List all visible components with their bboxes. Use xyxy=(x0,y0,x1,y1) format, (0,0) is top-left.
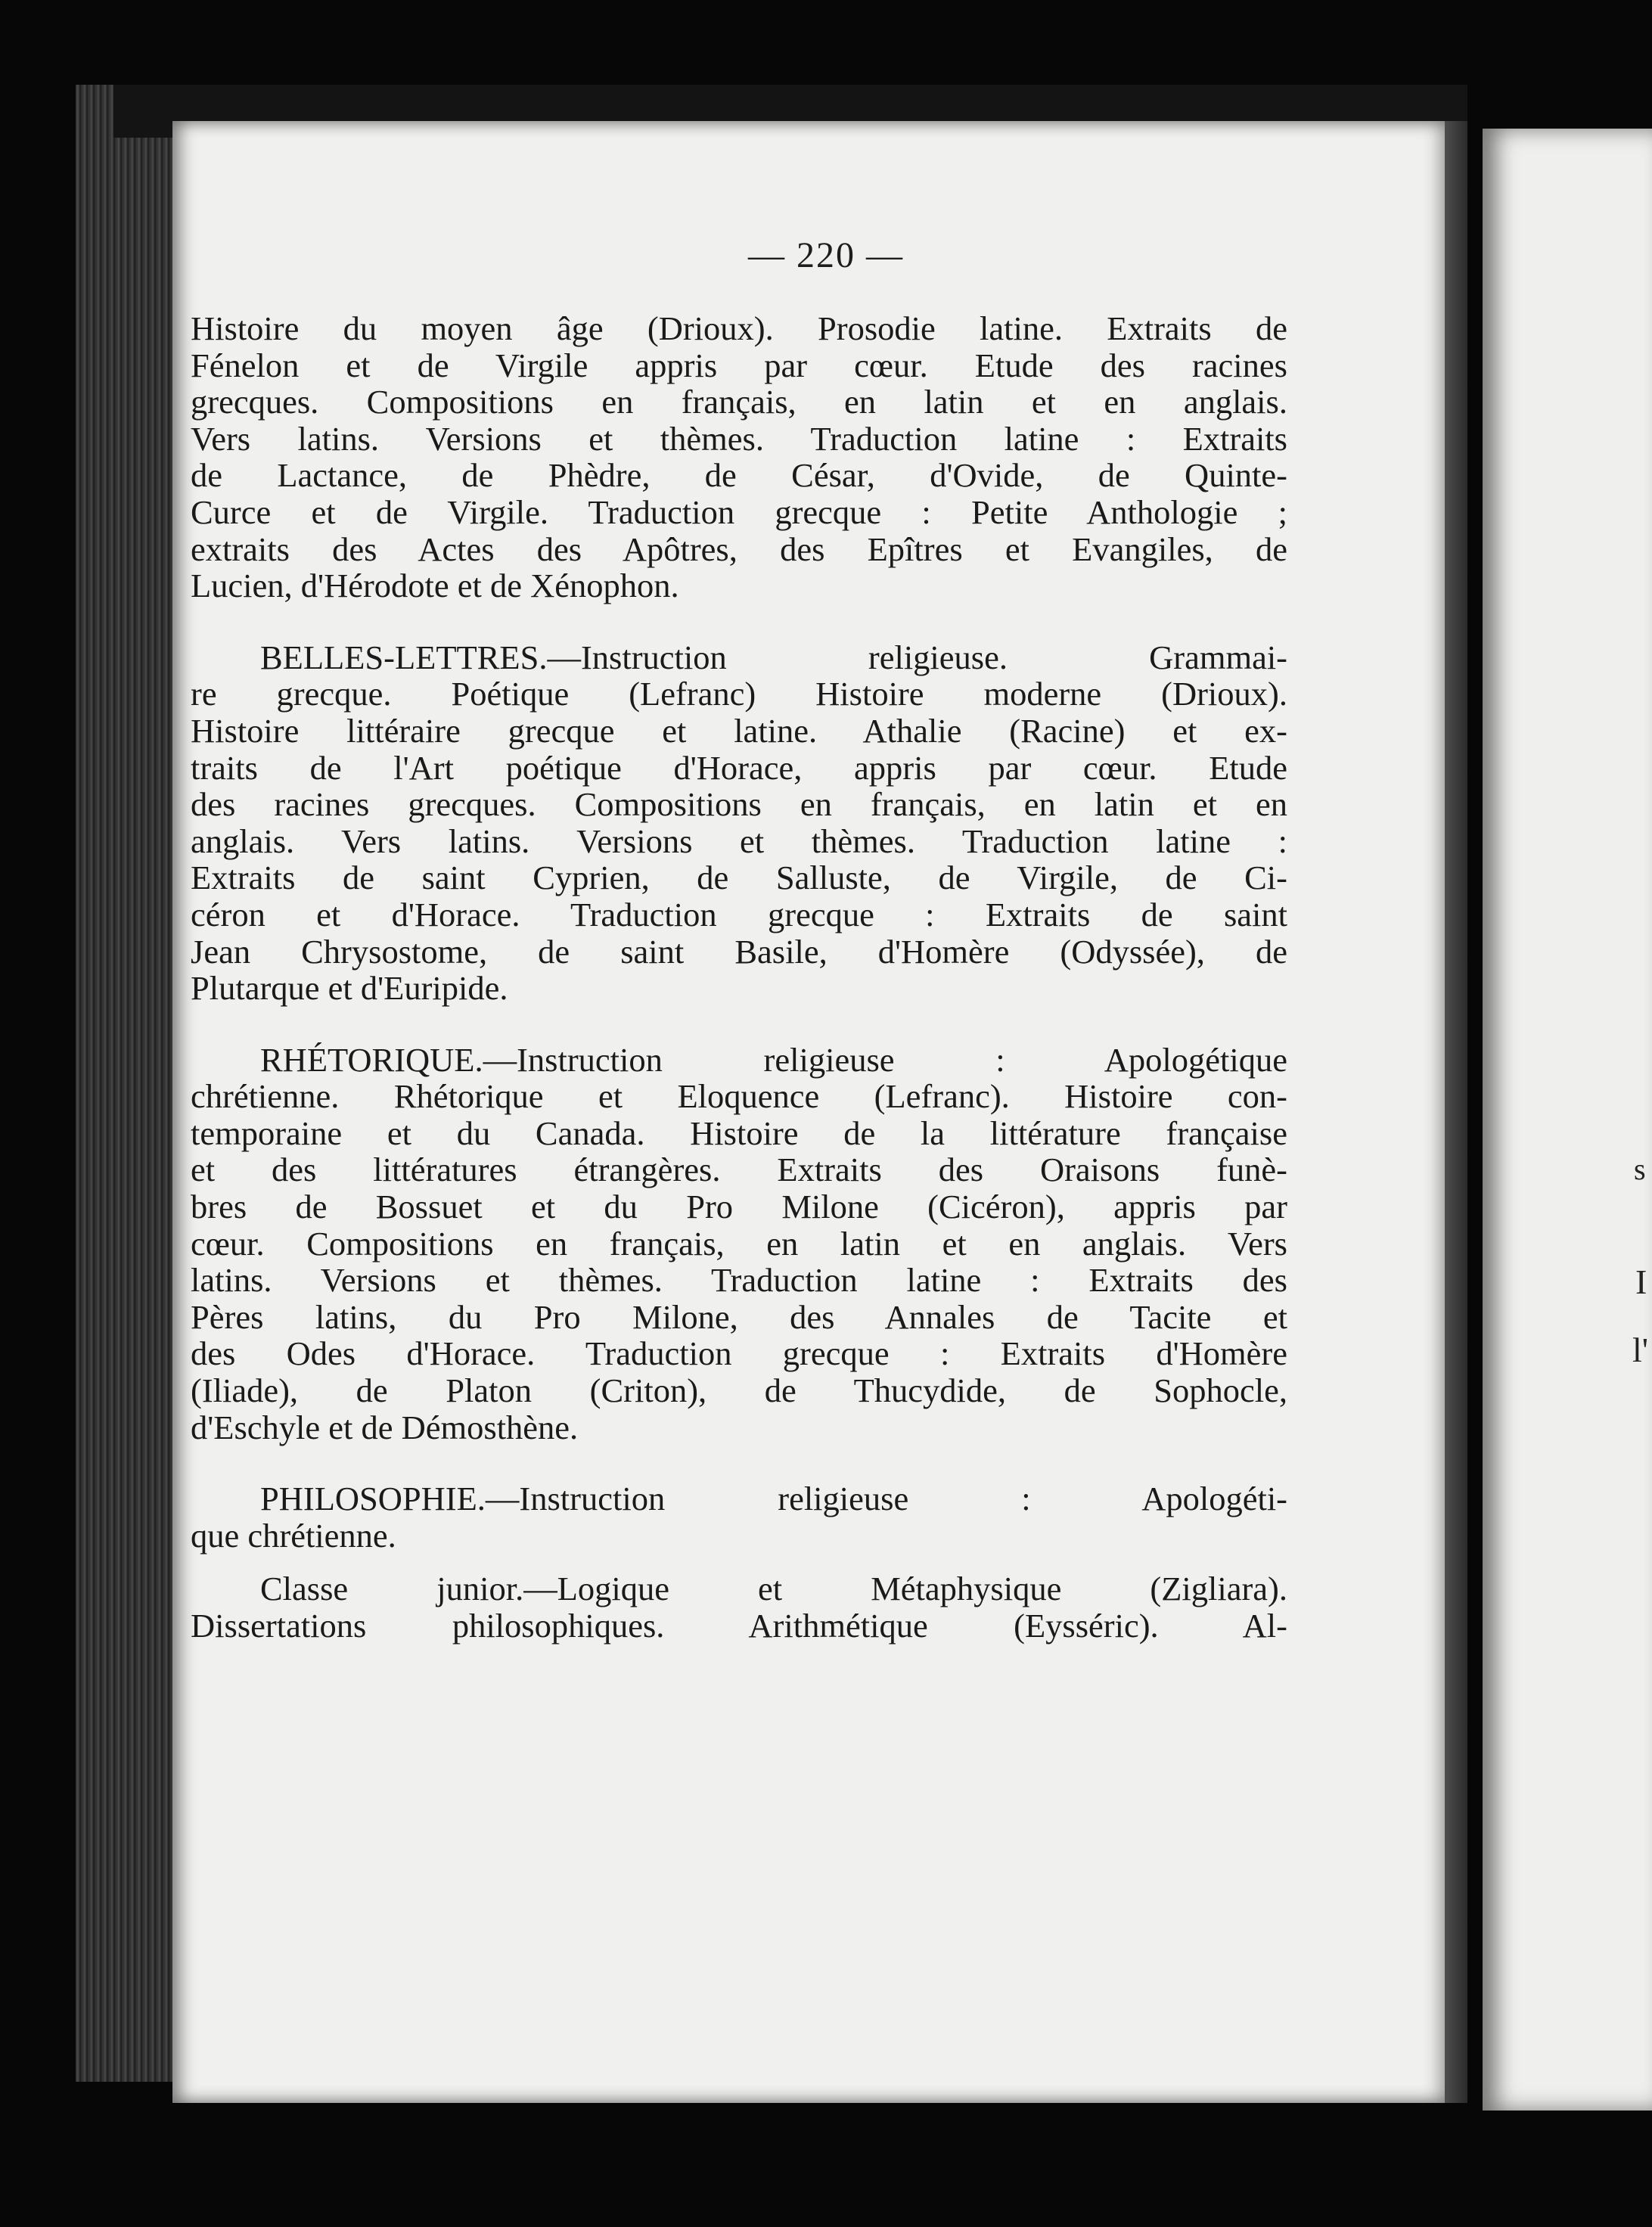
text-line: anglais. Vers latins. Versions et thèmes. Traduction latine : xyxy=(191,822,1287,860)
text-line: bres de Bossuet et du Pro Milone (Cicéron), appris par xyxy=(191,1188,1287,1226)
paragraph-belles-lettres xyxy=(191,639,1287,1007)
text-line: de Lactance, de Phèdre, de César, d'Ovide, de Quinte- xyxy=(191,456,1287,495)
paragraph-philosophie xyxy=(191,1480,1287,1554)
text-line: Pères latins, du Pro Milone, des Annales de Tacite et xyxy=(191,1297,1287,1336)
text-line: Classe junior.—Logique et Métaphysique (Zigliara). xyxy=(260,1570,1287,1608)
text-line: chrétienne. Rhétorique et Eloquence (Lefranc). Histoire con- xyxy=(191,1077,1287,1116)
text-line: latins. Versions et thèmes. Traduction latine : Extraits des xyxy=(191,1261,1287,1300)
text-line: que chrétienne. xyxy=(191,1516,396,1555)
text-line: Jean Chrysostome, de saint Basile, d'Homère (Odyssée), de xyxy=(191,932,1287,971)
text-line: Fénelon et de Virgile appris par cœur. Etude des racines xyxy=(191,346,1287,384)
text-line: des Odes d'Horace. Traduction grecque : Extraits d'Homère xyxy=(191,1334,1287,1373)
next-page-glyph: I xyxy=(1635,1263,1647,1301)
text-line: Extraits de saint Cyprien, de Salluste, de Virgile, de Ci- xyxy=(191,859,1287,897)
text-line: cœur. Compositions en français, en latin et en anglais. Vers xyxy=(191,1224,1287,1263)
next-page-glyph: s xyxy=(1634,1152,1646,1186)
next-page xyxy=(1483,129,1652,2111)
text-line: céron et d'Horace. Traduction grecque : Extraits de saint xyxy=(191,895,1287,933)
paragraph-rhetorique xyxy=(191,1042,1287,1446)
page-text xyxy=(191,310,1287,1679)
text-line: Histoire littéraire grecque et latine. Athalie (Racine) et ex- xyxy=(191,711,1287,750)
text-line: Curce et de Virgile. Traduction grecque : Petite Anthologie ; xyxy=(191,492,1287,531)
text-line: Lucien, d'Hérodote et de Xénophon. xyxy=(191,567,679,605)
text-line: Vers latins. Versions et thèmes. Traduction latine : Extraits xyxy=(191,419,1287,458)
text-line: grecques. Compositions en français, en latin et en anglais. xyxy=(191,383,1287,421)
text-line: extraits des Actes des Apôtres, des Epîtres et Evangiles, de xyxy=(191,530,1287,568)
page-number: — 220 — xyxy=(748,235,904,275)
text-line: temporaine et du Canada. Histoire de la littérature française xyxy=(191,1114,1287,1152)
paragraph-intro xyxy=(191,310,1287,604)
text-line: re grecque. Poétique (Lefranc) Histoire moderne (Drioux). xyxy=(191,675,1287,713)
text-line: Plutarque et d'Euripide. xyxy=(191,969,508,1008)
text-line: des racines grecques. Compositions en français, en latin et en xyxy=(191,785,1287,824)
text-line: traits de l'Art poétique d'Horace, appris par cœur. Etude xyxy=(191,748,1287,787)
text-line: PHILOSOPHIE.—Instruction religieuse : Apologéti- xyxy=(260,1480,1287,1518)
text-line: BELLES-LETTRES.—Instruction religieuse. Grammai- xyxy=(260,638,1287,676)
text-line: Dissertations philosophiques. Arithmétique (Eysséric). Al- xyxy=(191,1607,1287,1645)
text-line: Histoire du moyen âge (Drioux). Prosodie latine. Extraits de xyxy=(191,309,1287,347)
text-line: d'Eschyle et de Démosthène. xyxy=(191,1408,579,1446)
paragraph-classe-junior xyxy=(191,1570,1287,1644)
next-page-glyph: l' xyxy=(1632,1331,1649,1369)
text-line: et des littératures étrangères. Extraits des Oraisons funè- xyxy=(191,1151,1287,1189)
text-line: RHÉTORIQUE.—Instruction religieuse : Apologétique xyxy=(260,1040,1287,1079)
text-line: (Iliade), de Platon (Criton), de Thucydide, de Sophocle, xyxy=(191,1371,1287,1410)
